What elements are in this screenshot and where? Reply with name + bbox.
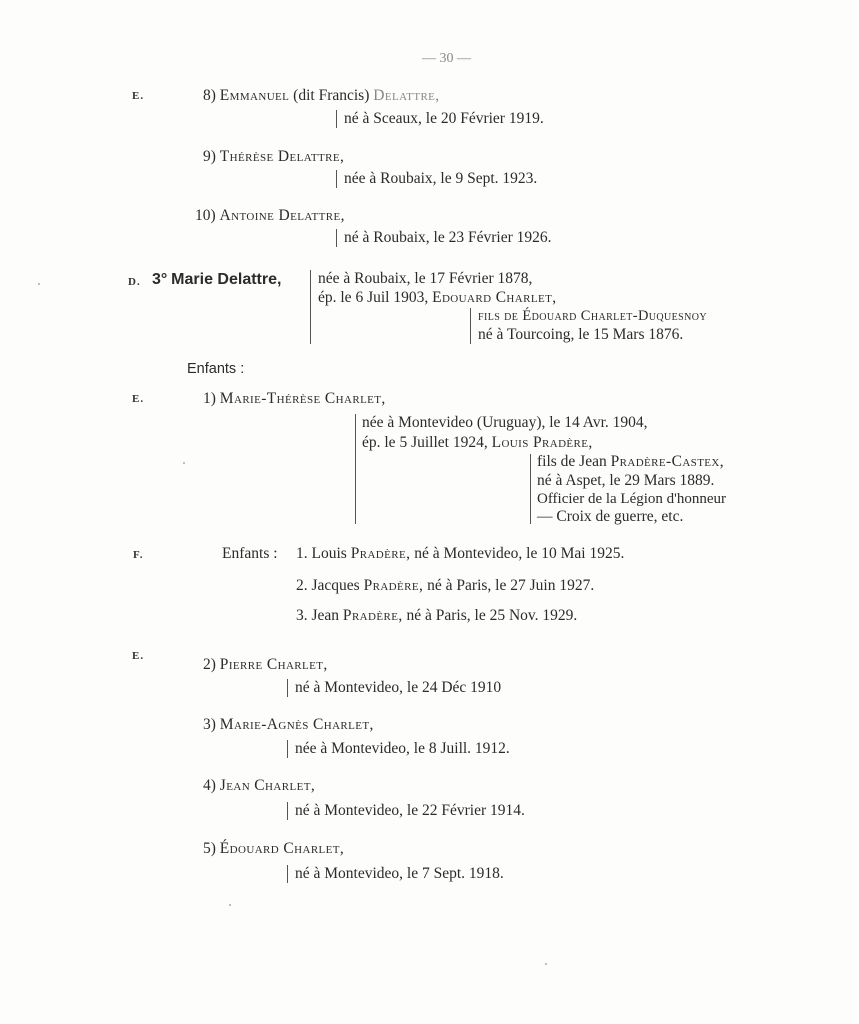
child-surname: Pradère,	[363, 577, 424, 594]
child-number: 2.	[296, 577, 308, 594]
paper-speck	[183, 462, 185, 464]
entry-number: 8)	[203, 87, 216, 104]
child-birth: né à Paris, le 25 Nov. 1929.	[406, 607, 578, 624]
birth-detail: née à Roubaix, le 9 Sept. 1923.	[344, 170, 538, 187]
birth-detail: né à Montevideo, le 22 Février 1914.	[295, 802, 525, 819]
person-name: Pierre Charlet,	[219, 656, 328, 673]
spouse-honour-2: — Croix de guerre, etc.	[537, 508, 684, 525]
entry-number: 5)	[203, 840, 216, 857]
children-label: Enfants :	[222, 545, 278, 562]
spouse-parent	[537, 453, 724, 471]
paper-speck	[229, 904, 231, 906]
person-name: Thérèse Delattre,	[219, 148, 345, 165]
child-firstname: Louis	[311, 545, 347, 562]
nickname: (dit Francis)	[293, 87, 370, 104]
entry-number: 10)	[195, 207, 216, 224]
entry-number: 2)	[203, 656, 216, 673]
bracket-line	[310, 270, 311, 344]
generation-letter: E.	[132, 393, 145, 405]
marriage-date: ép. le 5 Juillet 1924,	[362, 434, 488, 451]
entry-number: 1)	[203, 390, 216, 407]
child-number: 1.	[296, 545, 308, 562]
child-surname: Pradère,	[350, 545, 411, 562]
entry-marie-agnes	[203, 716, 374, 734]
person-name: Antoine Delattre,	[219, 207, 345, 224]
child-birth: né à Paris, le 27 Juin 1927.	[427, 577, 595, 594]
bracket-line	[470, 308, 471, 344]
bracket-line	[336, 110, 337, 128]
person-name: Marie-Agnès Charlet,	[219, 716, 374, 733]
entry-marie-delattre	[152, 271, 281, 289]
spouse-honour: Officier de la Légion d'honneur	[537, 491, 727, 507]
birth-detail: né à Roubaix, le 23 Février 1926.	[344, 229, 552, 246]
birth-detail: né à Montevideo, le 24 Déc 1910	[295, 679, 502, 696]
paper-speck	[38, 283, 40, 285]
entry-edouard	[203, 840, 344, 858]
parent-name: Pradère-Castex,	[610, 453, 725, 470]
birth-detail: né à Montevideo, le 7 Sept. 1918.	[295, 865, 504, 882]
marriage-date: ép. le 6 Juil 1903,	[318, 289, 429, 306]
generation-letter: E.	[132, 650, 145, 662]
spouse-name: Louis Pradère,	[491, 434, 593, 451]
spouse-birth: né à Aspet, le 29 Mars 1889.	[537, 472, 715, 489]
child-firstname: Jean	[311, 607, 340, 624]
birth-detail: née à Montevideo, le 8 Juill. 1912.	[295, 740, 510, 757]
generation-letter: F.	[133, 549, 144, 561]
child-firstname: Jacques	[311, 577, 360, 594]
person-name: Marie-Thérèse Charlet,	[219, 390, 386, 407]
parent-prefix: fils de Jean	[537, 453, 607, 470]
entry-jean	[203, 777, 315, 795]
page-number: — 30 —	[422, 51, 471, 66]
entry-marie-therese	[203, 390, 386, 408]
entry-pierre	[203, 656, 328, 674]
marriage-detail	[318, 289, 557, 307]
birth-detail: née à Roubaix, le 17 Février 1878,	[318, 270, 533, 287]
child-number: 3.	[296, 607, 308, 624]
entry-number: 3)	[203, 716, 216, 733]
person-name: Jean Charlet,	[219, 777, 316, 794]
marriage-detail	[362, 434, 593, 452]
entry-number: 9)	[203, 148, 216, 165]
paper-speck	[545, 963, 547, 965]
entry-therese	[203, 148, 344, 166]
bracket-line	[336, 229, 337, 247]
entry-number: 3°	[152, 271, 168, 288]
bracket-line	[287, 679, 288, 697]
person-surname: Delattre,	[373, 87, 440, 104]
child-birth: né à Montevideo, le 10 Mai 1925.	[414, 545, 625, 562]
birth-detail: né à Sceaux, le 20 Février 1919.	[344, 110, 544, 127]
generation-letter: E.	[132, 90, 145, 102]
bracket-line	[530, 454, 531, 524]
entry-emmanuel	[203, 87, 440, 105]
birth-detail: née à Montevideo (Uruguay), le 14 Avr. 1904,	[362, 414, 648, 431]
child-1	[296, 545, 624, 563]
bracket-line	[287, 865, 288, 883]
generation-letter: D.	[128, 276, 141, 288]
bracket-line	[336, 170, 337, 188]
bracket-line	[287, 740, 288, 758]
entry-antoine	[195, 207, 345, 225]
bracket-line	[355, 414, 356, 524]
spouse-name: Edouard Charlet,	[432, 289, 557, 306]
child-surname: Pradère,	[342, 607, 403, 624]
child-3	[296, 607, 577, 625]
child-2	[296, 577, 594, 595]
person-name: Édouard Charlet,	[219, 840, 345, 857]
spouse-parent: fils de Édouard Charlet-Duquesnoy	[478, 308, 708, 324]
person-name: Emmanuel	[219, 87, 290, 104]
bracket-line	[287, 802, 288, 820]
entry-number: 4)	[203, 777, 216, 794]
spouse-birth: né à Tourcoing, le 15 Mars 1876.	[478, 326, 684, 343]
person-name: Marie Delattre,	[171, 271, 282, 288]
children-label: Enfants :	[187, 361, 245, 377]
